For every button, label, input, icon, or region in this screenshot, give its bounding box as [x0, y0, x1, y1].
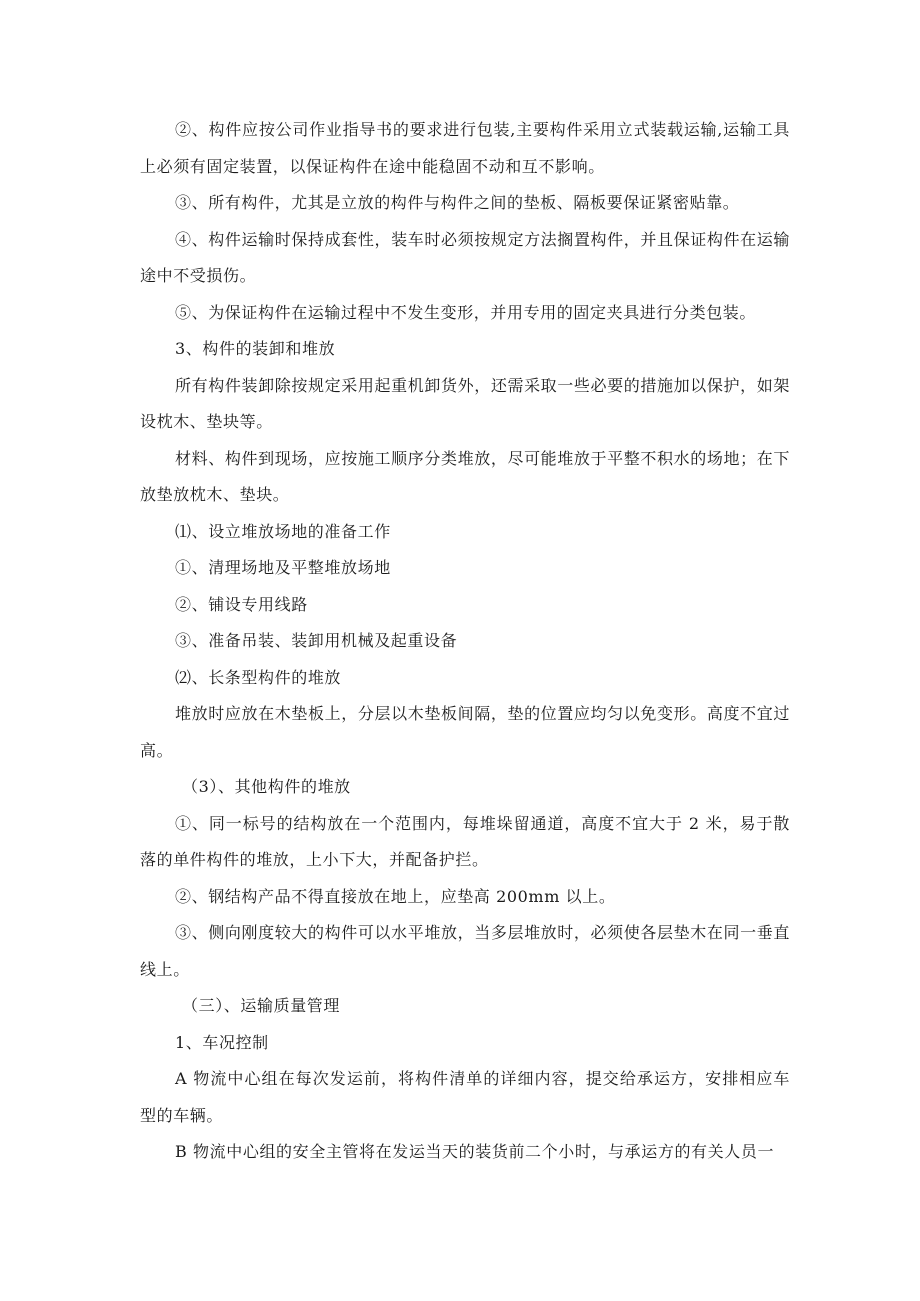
list-item-not-on-ground: ②、钢结构产品不得直接放在地上，应垫高 200mm 以上。	[175, 886, 616, 906]
subheading-long-members: ⑵、长条型构件的堆放	[175, 667, 342, 687]
paragraph-logistics-b: B 物流中心组的安全主管将在发运当天的装货前二个小时，与承运方的有关人员一	[175, 1142, 775, 1161]
paragraph-spacers: ③、所有构件，尤其是立放的构件与构件之间的垫板、隔板要保证紧密贴靠。	[175, 193, 740, 212]
section-heading-loading-stacking: 3、构件的装卸和堆放	[175, 339, 336, 358]
paragraph-loading-protection: 所有构件装卸除按规定采用起重机卸货外，还需采取一些必要的措施加以保护，如架设枕木、垫块等。	[140, 375, 790, 431]
section-heading-transport-quality: （三）、运输质量管理	[182, 996, 341, 1015]
paragraph-deformation: ⑤、为保证构件在运输过程中不发生变形，并用专用的固定夹具进行分类包装。	[175, 302, 757, 322]
paragraph-long-members: 堆放时应放在木垫板上，分层以木垫板间隔，垫的位置应均匀以免变形。高度不宜过高。	[140, 704, 790, 760]
list-item-lay-route: ②、铺设专用线路	[175, 594, 308, 614]
document-body	[140, 112, 790, 1171]
list-item-prepare-equipment: ③、准备吊装、装卸用机械及起重设备	[175, 631, 458, 650]
paragraph-completeness: ④、构件运输时保持成套性，装车时必须按规定方法搁置构件，并且保证构件在运输途中不受损伤。	[140, 229, 790, 285]
paragraph-logistics-a: A 物流中心组在每次发运前，将构件清单的详细内容，提交给承运方，安排相应车型的车辆。	[140, 1069, 790, 1125]
paragraph-packaging: ②、构件应按公司作业指导书的要求进行包装,主要构件采用立式装载运输,运输工具上必须有固定装置，以保证构件在途中能稳固不动和互不影响。	[140, 120, 790, 176]
subheading-stack-site-prep: ⑴、设立堆放场地的准备工作	[175, 521, 391, 541]
list-item-same-mark: ①、同一标号的结构放在一个范围内，每堆垛留通道，高度不宜大于 2 米，易于散落的单件构件的堆放，上小下大，并配备护拦。	[140, 813, 790, 869]
paragraph-site-stacking: 材料、构件到现场，应按施工顺序分类堆放，尽可能堆放于平整不积水的场地；在下放垫放枕木、垫块。	[140, 448, 790, 504]
list-item-horizontal-stacking: ③、侧向刚度较大的构件可以水平堆放，当多层堆放时，必须使各层垫木在同一垂直线上。	[140, 923, 790, 979]
subheading-other-members: （3）、其他构件的堆放	[182, 777, 351, 796]
list-item-clear-site: ①、清理场地及平整堆放场地	[175, 558, 391, 577]
subheading-vehicle-control: 1、车况控制	[175, 1032, 269, 1052]
